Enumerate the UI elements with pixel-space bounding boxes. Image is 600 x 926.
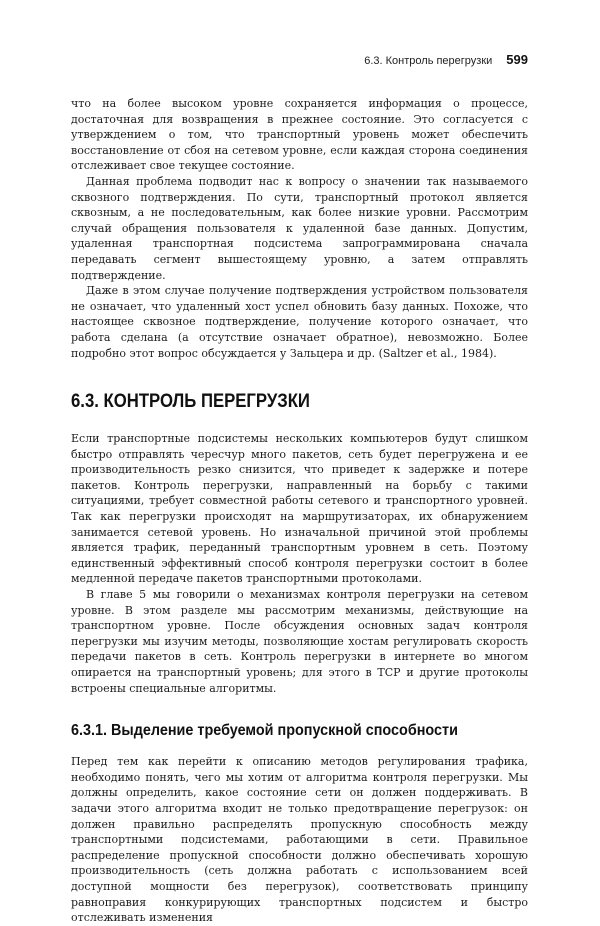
page-header	[364, 52, 528, 67]
subsection-paragraph-1: Перед тем как перейти к описанию методов регулирования трафика, необходимо понять, чего мы хотим от алгоритма контроля перегрузки. Мы должны определить, какое состояние сети он должен поддерживать. В задачи этого алгоритма входит не только предотвращение перегрузок: он должен правильно распределять пропускную способность между транспортными подсистемами, работающими в сети. Правильное распределение пропускной способности должно обеспечивать хорошую производительность (сеть должна работать с использованием всей доступной мощности без перегрузок), соответствовать принципу равноправия конкурирующих транспортных подсистем и быстро отслеживать изменения	[71, 755, 528, 925]
intro-paragraph-3: Даже в этом случае получение подтверждения устройством пользователя не означает, что удаленный хост успел обновить базу данных. Похоже, что настоящее сквозное подтверждение, получение которого означает, что работа сделана (а отсутствие означает обратное), невозможно. Более подробно этот вопрос обсуждается у Зальцера и др. (Saltzer et al., 1984).	[71, 284, 528, 360]
intro-paragraph-2: Данная проблема подводит нас к вопросу о значении так называемого сквозного подтверждения. По сути, транспортный протокол является сквозным, а не последовательным, как более низкие уровни. Рассмотрим случай обращения пользователя к удаленной базе данных. Допустим, удаленная транспортная подсистема запрограммирована сначала передавать сегмент вышестоящему уровню, а затем отправлять подтверждение.	[71, 174, 528, 282]
page-body	[71, 96, 528, 926]
running-title: 6.3. Контроль перегрузки	[364, 55, 493, 67]
subsection-heading: 6.3.1. Выделение требуемой пропускной способности	[71, 722, 458, 740]
section-paragraph-2: В главе 5 мы говорили о механизмах контроля перегрузки на сетевом уровне. В этом разделе мы рассмотрим механизмы, действующие на транспортном уровне. После обсуждения основных задач контроля перегрузки мы изучим методы, позволяющие хостам регулировать скорость передачи пакетов в сеть. Контроль перегрузки в интернете во многом опирается на транспортный уровень; для этого в TCP и другие протоколы встроены специальные алгоритмы.	[71, 588, 528, 695]
intro-paragraph-1: что на более высоком уровне сохраняется информация о процессе, достаточная для возвращения в прежнее состояние. Это согласуется с утверждением о том, что транспортный уровень может обеспечить восстановление от сбоя на сетевом уровне, если каждая сторона соединения отслеживает свое текущее состояние.	[71, 97, 528, 173]
section-paragraph-1: Если транспортные подсистемы нескольких компьютеров будут слишком быстро отправлять чересчур много пакетов, сеть будет перегружена и ее производительность резко снизится, что приведет к задержке и потере пакетов. Контроль перегрузки, направленный на борьбу с такими ситуациями, требует совместной работы сетевого и транспортного уровней. Так как перегрузки происходят на маршрутизаторах, их обнаружением занимается сетевой уровень. Но изначальной причиной этой проблемы является трафик, переданный транспортным уровнем в сеть. Поэтому единственный эффективный способ контроля перегрузки состоит в более медленной передаче пакетов транспортными протоколами.	[71, 432, 528, 586]
section-heading: 6.3. КОНТРОЛЬ ПЕРЕГРУЗКИ	[71, 391, 310, 413]
page-number: 599	[506, 52, 528, 67]
